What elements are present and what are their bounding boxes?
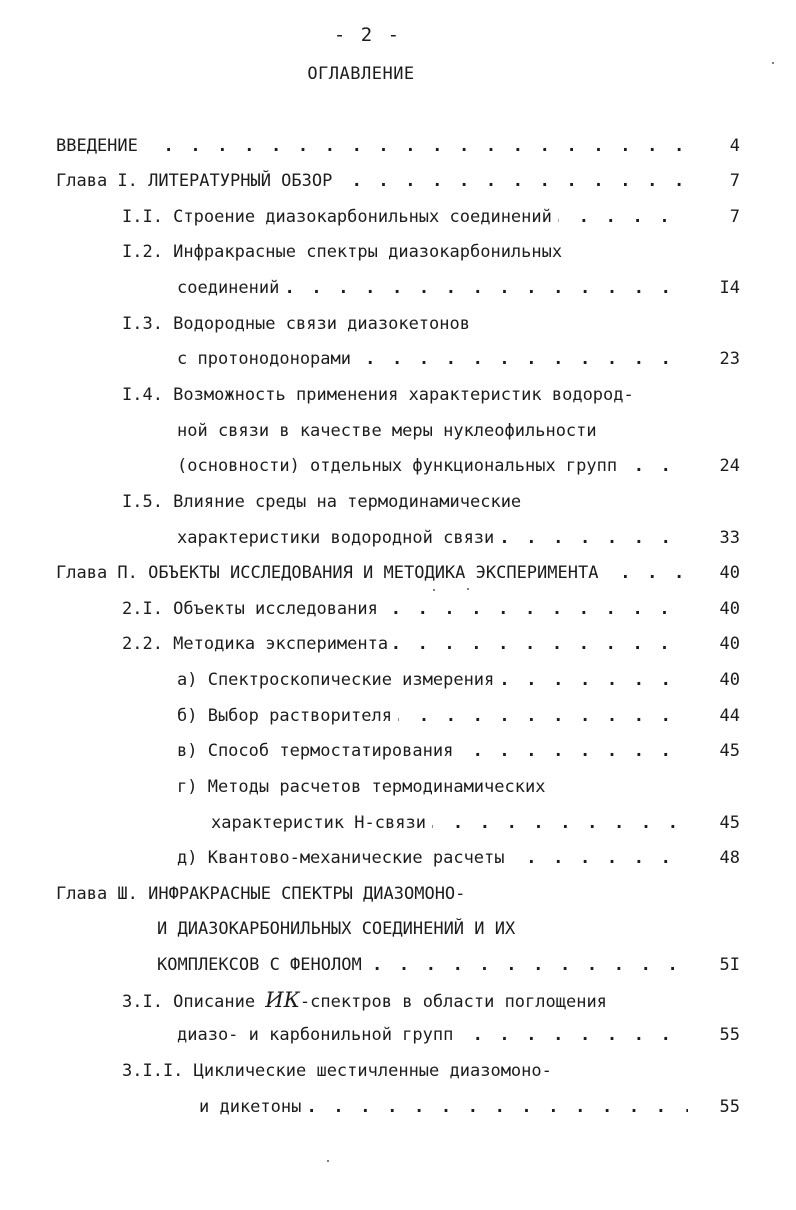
toc-entry-page: 5I	[719, 955, 740, 975]
scan-speck	[467, 588, 469, 590]
toc-entry-page: 55	[719, 1025, 740, 1045]
toc-entry-page: I4	[719, 278, 740, 298]
toc-entry	[157, 952, 740, 978]
toc-entry-title: I.2. Инфракрасные спектры диазокарбонильных	[122, 239, 568, 265]
toc-entry-page: 23	[719, 349, 740, 369]
toc-entry	[122, 382, 740, 408]
toc-entry-title: соединений	[177, 275, 285, 301]
toc-entry-title-part: 3.I. Описание	[122, 992, 266, 1012]
toc-entry-page: 24	[719, 456, 740, 476]
toc-entry	[56, 133, 740, 159]
toc-entry	[56, 560, 740, 586]
toc-entry-page: 45	[719, 813, 740, 833]
toc-entry-title: I.I. Строение диазокарбонильных соединений	[122, 204, 558, 230]
toc-entry-title: г) Методы расчетов термодинамических	[177, 774, 551, 800]
toc-entry-title: I.4. Возможность применения характеристик водород-	[122, 382, 640, 408]
toc-entry-title: и дикетоны	[199, 1094, 307, 1120]
toc-entry-page: 40	[719, 670, 740, 690]
toc-entry-title: (основности) отдельных функциональных групп	[177, 453, 623, 479]
toc-entry-page: 45	[719, 741, 740, 761]
toc-entry-title: характеристики водородной связи	[177, 525, 500, 551]
toc-entry-title: в) Способ термостатирования	[177, 738, 459, 764]
toc-entry-page: 44	[719, 706, 740, 726]
toc-entry-title-part: -спектров в области поглощения	[299, 992, 607, 1012]
toc-entry	[177, 275, 740, 301]
toc-entry-title: ВВЕДЕНИЕ	[56, 133, 144, 159]
toc-entry	[122, 311, 740, 337]
toc-entry-title: КОМПЛЕКСОВ С ФЕНОЛОМ	[157, 952, 368, 978]
toc-entry	[177, 346, 740, 372]
toc-entry-title: Глава Ш. ИНФРАКРАСНЫЕ СПЕКТРЫ ДИАЗОМОНО-	[56, 881, 471, 907]
toc-entry	[177, 418, 740, 444]
toc-entry-page: 7	[729, 171, 740, 191]
toc-entry	[157, 916, 740, 942]
toc-entry	[177, 525, 740, 551]
scan-speck	[327, 1160, 329, 1162]
toc-entry	[177, 453, 740, 479]
toc-entry-title: Глава I. ЛИТЕРАТУРНЫЙ ОБЗОР	[56, 168, 338, 194]
toc-entry	[122, 239, 740, 265]
toc-entry	[211, 810, 740, 836]
toc-entry	[56, 168, 740, 194]
toc-entry-page: 4	[729, 136, 740, 156]
toc-entry	[177, 774, 740, 800]
toc-entry	[56, 881, 740, 907]
toc-entry-title: I.3. Водородные связи диазокетонов	[122, 311, 476, 337]
toc-entry-title: И ДИАЗОКАРБОНИЛЬНЫХ СОЕДИНЕНИЙ И ИХ	[157, 916, 521, 942]
toc-entry-title: диазо- и карбонильной групп	[177, 1022, 459, 1048]
toc-entry-title: б) Выбор растворителя	[177, 703, 398, 729]
toc-entry-page: 40	[719, 634, 740, 654]
toc-entry-page: 7	[729, 207, 740, 227]
toc-heading: ОГЛАВЛЕНИЕ	[307, 64, 415, 84]
toc-entry	[122, 489, 740, 515]
toc-entry-title: 2.2. Методика эксперимента	[122, 631, 394, 657]
toc-entry-page: 40	[719, 599, 740, 619]
toc-entry	[122, 596, 740, 622]
toc-entry	[177, 1022, 740, 1048]
toc-entry	[122, 986, 740, 1014]
dot-leader	[56, 133, 688, 159]
toc-entry-page: 40	[719, 563, 740, 583]
toc-entry	[177, 845, 740, 871]
toc-entry-title: Глава П. ОБЪЕКТЫ ИССЛЕДОВАНИЯ И МЕТОДИКА ЭКСПЕРИМЕНТА	[56, 560, 604, 586]
toc-entry	[199, 1094, 740, 1120]
toc-entry-page: 33	[719, 528, 740, 548]
scan-speck	[433, 589, 435, 591]
toc-entry	[122, 1058, 740, 1084]
page-number: - 2 -	[333, 24, 402, 46]
toc-entry-title: а) Спектроскопические измерения	[177, 667, 500, 693]
toc-entry-title	[122, 986, 613, 1014]
toc-entry-title: д) Квантово-механические расчеты	[177, 845, 511, 871]
toc-entry-page: 48	[719, 848, 740, 868]
toc-entry-title: ной связи в качестве меры нуклеофильности	[177, 418, 603, 444]
toc-entry-title: I.5. Влияние среды на термодинамические	[122, 489, 527, 515]
toc-entry	[177, 738, 740, 764]
toc-entry-title: с протонодонорами	[177, 346, 357, 372]
toc-entry	[122, 204, 740, 230]
handwritten-insertion: ИК	[265, 988, 300, 1012]
toc-entry-title: 2.I. Объекты исследования	[122, 596, 384, 622]
toc-entry	[122, 631, 740, 657]
toc-entry	[177, 703, 740, 729]
toc-entry-page: 55	[719, 1097, 740, 1117]
scan-speck	[772, 62, 774, 64]
toc-entry-title: 3.I.I. Циклические шестичленные диазомоно-	[122, 1058, 558, 1084]
toc-entry	[177, 667, 740, 693]
toc-entry-title: характеристик Н-связи	[211, 810, 432, 836]
